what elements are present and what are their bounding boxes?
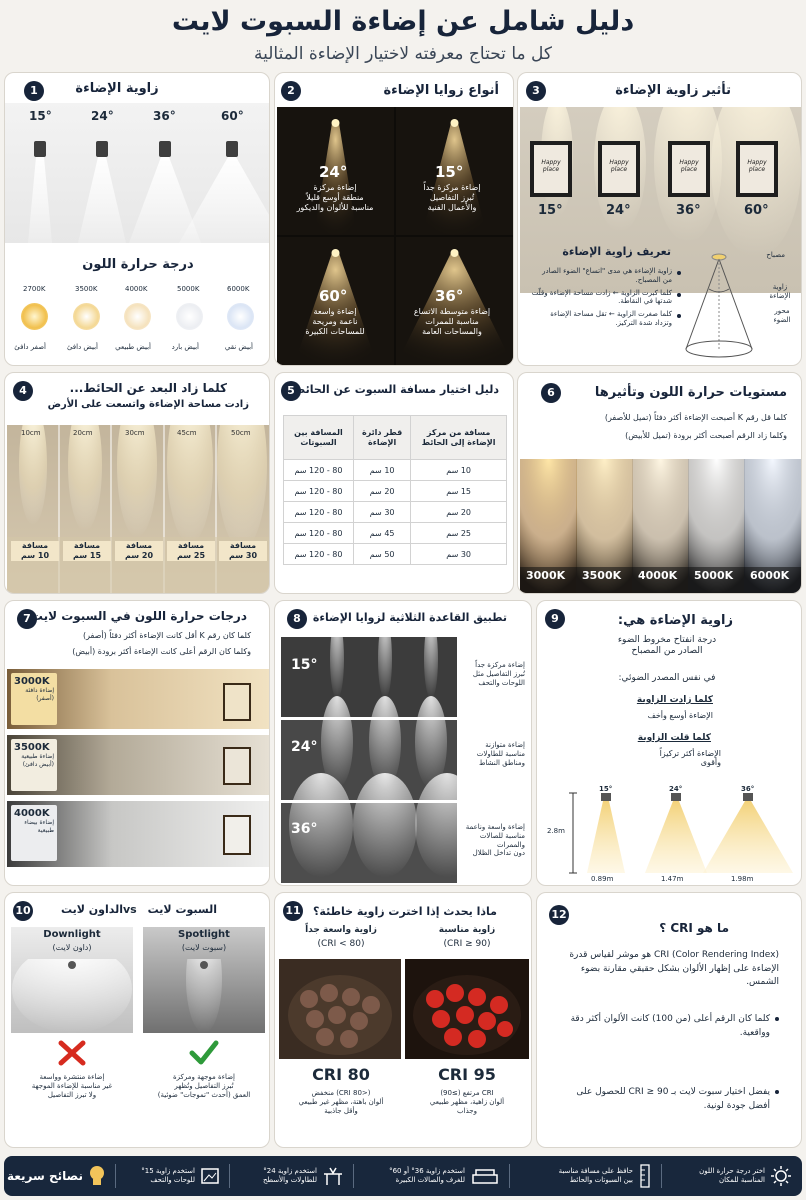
info-line: كلما كان رقم K أقل كانت الإضاءة أكثر دفئاً (أصفر) xyxy=(82,631,251,640)
panel-spot-vs-down xyxy=(4,892,270,1148)
panel-title: السبوت لايت xyxy=(147,903,217,916)
color-temp-title: درجة حرارة اللون xyxy=(82,257,194,272)
definition-list: زاوية الإضاءة هي مدى "اتساع" الضوء الصادر من المصباح. كلما كبرت الزاوية ← زادت مساحة الإضاءة وقلّت شدتها في النقاطة. كلما صغرت الزاوية ← تقل مساحة الإضاءة وتزداد شدة التركيز. xyxy=(531,267,681,328)
color-label: أبيض طبيعي xyxy=(115,343,151,351)
frame: Happy place xyxy=(598,141,640,197)
cri-bullet: كلما كان الرقم أعلى (من 100) كانت الألوان أكثر دقة وواقعية. xyxy=(559,1013,779,1040)
angle-desc: إضاءة مركزة جداً تُبرز التفاصيل والأعمال الفنية xyxy=(423,183,481,212)
page-title: دليل شامل عن إضاءة السبوت لايت xyxy=(171,6,635,37)
rule-desc: إضاءة مركزة جداً تُبرز التفاصيل مثل اللوحات والتحف xyxy=(472,661,525,687)
distance-caption: مسافة 15 سم xyxy=(63,541,111,561)
panel-distance-guide xyxy=(274,372,514,594)
frame-angle: 60° xyxy=(744,203,769,218)
spotlight-desc: إضاءة موجهة ومركزة تُبرز التفاصيل وتُظهر العمق (أحدث "تموجات" ضوئية) xyxy=(157,1073,251,1099)
distance-label: 10cm xyxy=(21,429,41,437)
distance-label: 50cm xyxy=(231,429,251,437)
vs-label: vs xyxy=(123,903,137,916)
panel-angle-types xyxy=(274,72,514,366)
frame: Happy place xyxy=(668,141,710,197)
check-icon xyxy=(189,1039,219,1067)
bad-col-sub: (CRI < 80) xyxy=(317,939,365,949)
k-badge: 4000K إضاءة بيضاء طبيعية xyxy=(11,805,57,861)
cri-bullet: يفضل اختيار سبوت لايت بـ CRI ≥ 90 للحصول على أفضل جودة لونية. xyxy=(559,1086,779,1113)
tip-text: اختر درجة حرارة اللون المناسبة للمكان xyxy=(699,1167,765,1184)
table-header: قطر دائرة الإضاءة xyxy=(353,416,410,460)
kelvin-label: 6000K xyxy=(750,569,790,582)
angle-badge: 36° xyxy=(435,287,464,305)
picture-icon xyxy=(200,1166,220,1186)
kelvin-label: 5000K xyxy=(694,569,734,582)
rule-desc: إضاءة واسعة وناعمة مناسبة للصالات والممرات دون تداخل الظلال xyxy=(465,823,525,858)
spotlight-label-ar: (سبوت لايت) xyxy=(181,943,227,952)
distance-caption: مسافة 25 سم xyxy=(167,541,215,561)
height-label: 2.8m xyxy=(547,827,565,835)
kelvin-label: 2700K xyxy=(23,285,46,293)
panel-number: 9 xyxy=(545,609,565,629)
panel-title: زاوية الإضاءة xyxy=(75,81,159,96)
definition: درجة انفتاح مخروط الضوء الصادر من المصباح xyxy=(617,635,717,657)
sub-heading: في نفس المصدر الضوئي: xyxy=(618,673,716,683)
spotlight-label: Spotlight xyxy=(178,929,230,940)
angle-label: زاوية الإضاءة xyxy=(769,283,791,300)
table-row: 15 سم 20 سم 80 - 120 سم xyxy=(284,481,507,502)
width-label: 1.98m xyxy=(731,875,754,883)
angle-badge: 24° xyxy=(319,163,348,181)
x-icon xyxy=(57,1039,87,1067)
angle-badge: 15° xyxy=(435,163,464,181)
lamp-label: مصباح xyxy=(766,251,785,259)
kelvin-label: 4000K xyxy=(638,569,678,582)
panel-wall-distance xyxy=(4,372,270,594)
portrait-frame xyxy=(223,747,251,785)
kelvin-label: 6000K xyxy=(227,285,250,293)
tip-item xyxy=(559,1156,652,1196)
frame-angle: 15° xyxy=(538,203,563,218)
table-header: مسافة من مركز الإضاءة إلى الحائط xyxy=(411,416,507,460)
downlight-label-ar: (داون لايت) xyxy=(52,943,92,952)
table-header: المسافة بين السبوتات xyxy=(284,416,354,460)
panel-number: 6 xyxy=(541,383,561,403)
frame: Happy place xyxy=(736,141,778,197)
panel-number: 12 xyxy=(549,905,569,925)
table-row: 10 سم 10 سم 80 - 120 سم xyxy=(284,460,507,481)
angle-label: 36° xyxy=(153,109,176,123)
spot-15 xyxy=(34,141,46,157)
kelvin-label: 4000K xyxy=(125,285,148,293)
panel-title: ما هو CRI ؟ xyxy=(659,921,729,935)
definition-title: تعريف زاوية الإضاءة xyxy=(562,245,671,258)
compare-lights xyxy=(11,959,265,1033)
panel-number: 8 xyxy=(287,609,307,629)
tip-text: استخدم زاوية 15° للوحات والتحف xyxy=(141,1167,195,1184)
frame-angle: 36° xyxy=(676,203,701,218)
kelvin-label: 5000K xyxy=(177,285,200,293)
distance-label: 45cm xyxy=(177,429,197,437)
panel-number: 3 xyxy=(526,81,546,101)
panel-title: كلما زاد البعد عن الحائط... xyxy=(69,381,227,395)
spot-60 xyxy=(226,141,238,157)
panel-title: مستويات حرارة اللون وتأثيرها xyxy=(594,385,787,400)
angle-label: 24° xyxy=(91,109,114,123)
panel-title: ماذا يحدث إذا اخترت زاوية خاطئة؟ xyxy=(313,905,497,918)
swatch-3500k xyxy=(73,303,100,330)
spot-24 xyxy=(96,141,108,157)
panel-title-b: الداون لايت xyxy=(61,903,124,916)
triple-rule-illustration xyxy=(281,637,457,883)
panel-number: 2 xyxy=(281,81,301,101)
tip-item xyxy=(141,1156,220,1196)
rule-b: كلما قلت الزاوية xyxy=(637,733,711,743)
swatch-2700k xyxy=(21,303,48,330)
kelvin-label: 3500K xyxy=(582,569,622,582)
color-label: أصفر دافئ xyxy=(14,343,46,351)
color-label: أبيض نقي xyxy=(224,343,253,351)
angle-desc: إضاءة واسعة ناعمة ومريحة للمساحات الكبيرة xyxy=(305,307,365,336)
panel-angle-effect xyxy=(517,72,802,366)
panel-color-temp-spot xyxy=(4,600,270,886)
rule-a-result: الإضاءة أوسع وأخف xyxy=(647,711,713,720)
angle-label: 24° xyxy=(669,785,683,793)
tip-text: استخدم زاوية 24° للطاولات والأسطح xyxy=(263,1167,317,1184)
panel-number: 11 xyxy=(283,901,303,921)
cri-good: CRI 95 xyxy=(438,1065,496,1084)
panel-number: 7 xyxy=(17,609,37,629)
panel-cri xyxy=(536,892,802,1148)
rule-a: كلما زادت الزاوية xyxy=(636,695,713,705)
page-subtitle: كل ما تحتاج معرفته لاختيار الإضاءة المثالية xyxy=(254,44,552,64)
portrait-frame xyxy=(223,815,251,855)
tip-text: حافظ على مسافة مناسبة بين السبوتات والحائط xyxy=(558,1167,633,1184)
panel-triple-rule xyxy=(274,600,532,886)
distance-label: 30cm xyxy=(125,429,145,437)
ruler-icon xyxy=(638,1164,652,1188)
angle-badge: 15° xyxy=(291,657,318,673)
panel-number: 1 xyxy=(24,81,44,101)
spot-36 xyxy=(159,141,171,157)
panel-title: أنواع زوايا الإضاءة xyxy=(383,83,499,98)
panel-subtitle: زادت مساحة الإضاءة واتسعت على الأرض xyxy=(47,399,249,410)
rule-desc: إضاءة متوازنة مناسبة للطاولات ومناطق النشاط xyxy=(476,741,525,767)
bulb-icon xyxy=(88,1164,106,1188)
cri-definition: CRI (Color Rendering Index) هو موشر لقياس قدرة الإضاءة على إظهار الألوان بشكل حقيقي مقارنة بضوء الشمس. xyxy=(569,950,779,987)
beam-angle-illustration xyxy=(5,103,270,243)
swatch-4000k xyxy=(124,303,151,330)
swatch-5000k xyxy=(176,303,203,330)
downlight-desc: إضاءة منتشرة وواسعة غير مناسبة للإضاءة الموجهة ولا تبرز التفاصيل xyxy=(31,1073,113,1099)
info-line: وكلما زاد الرقم أصبحت أكثر برودة (تميل للأبيض) xyxy=(625,431,787,440)
tip-item xyxy=(389,1156,500,1196)
good-col-sub: (CRI ≥ 90) xyxy=(443,939,491,949)
sun-icon xyxy=(770,1165,792,1187)
panel-title: زاوية الإضاءة هي: xyxy=(617,613,733,628)
rule-b-result: الإضاءة أكثر تركيزاً وأقوى xyxy=(659,749,721,767)
bad-col-title: زاوية واسعة جداً xyxy=(305,925,377,935)
angle-badge: 36° xyxy=(291,821,318,837)
tip-item xyxy=(699,1156,792,1196)
tip-item xyxy=(263,1156,344,1196)
panel-wrong-angle xyxy=(274,892,532,1148)
bad-desc: (<80 CRI) منخفض ألوان باهتة، مظهر غير طبيعي وأقل جاذبية xyxy=(298,1089,384,1115)
angle-badge: 60° xyxy=(319,287,348,305)
k-badge: 3000K إضاءة دافئة (أصفر) xyxy=(11,673,57,725)
color-label: أبيض بارد xyxy=(171,343,199,351)
good-desc: CRI مرتفع (≥90) ألوان زاهية، مظهر طبيعي وجذاب xyxy=(429,1089,505,1115)
cri-bad: CRI 80 xyxy=(312,1065,370,1084)
width-label: 0.89m xyxy=(591,875,614,883)
angle-desc: إضاءة متوسطة الاتساع مناسبة للممرات والمساحات العامة xyxy=(413,307,491,336)
panel-number: 4 xyxy=(13,381,33,401)
panel-angle-definition xyxy=(536,600,802,886)
panel-number: 5 xyxy=(281,381,301,401)
angle-label: 15° xyxy=(599,785,613,793)
angle-label: 15° xyxy=(29,109,52,123)
tip-text: استخدم زاوية 36° أو 60° للغرف والصالات الكبيرة xyxy=(389,1167,465,1184)
axis-label: محور الضوء xyxy=(773,307,791,324)
angle-desc: إضاءة مركزة منطقة أوسع قليلاً مناسبة للألوان والديكور xyxy=(296,183,374,212)
angle-badge: 24° xyxy=(291,739,318,755)
kelvin-label: 3500K xyxy=(75,285,98,293)
distance-caption: مسافة 20 سم xyxy=(115,541,163,561)
table-row: 30 سم 50 سم 80 - 120 سم xyxy=(284,544,507,565)
tips-title: نصائح سريعة xyxy=(7,1156,106,1196)
color-label: أبيض دافئ xyxy=(66,343,98,351)
sofa-icon xyxy=(470,1166,500,1186)
panel-number: 10 xyxy=(13,901,33,921)
info-line: كلما قل رقم K أصبحت الإضاءة أكثر دفئاً (تميل للأصفر) xyxy=(604,413,787,422)
distance-caption: مسافة 30 سم xyxy=(219,541,267,561)
panel-beam-angle xyxy=(4,72,270,366)
distance-label: 20cm xyxy=(73,429,93,437)
angle-width-diagram xyxy=(567,787,797,881)
frame-angle: 24° xyxy=(606,203,631,218)
panel-title: دليل اختيار مسافة السبوت عن الحائط xyxy=(293,383,499,396)
portrait-frame xyxy=(223,683,251,721)
swatch-6000k xyxy=(227,303,254,330)
table-row: 25 سم 45 سم 80 - 120 سم xyxy=(284,523,507,544)
frame: Happy place xyxy=(530,141,572,197)
panel-title: درجات حرارة اللون في السبوت لايت xyxy=(30,609,247,623)
distance-table xyxy=(283,415,507,565)
angle-label: 60° xyxy=(221,109,244,123)
width-label: 1.47m xyxy=(661,875,684,883)
table-row: 20 سم 30 سم 80 - 120 سم xyxy=(284,502,507,523)
panel-title: تطبيق القاعدة الثلاثية لزوايا الإضاءة xyxy=(312,611,507,624)
k-badge: 3500K إضاءة طبيعية (أبيض دافئ) xyxy=(11,739,57,791)
distance-caption: مسافة 10 سم xyxy=(11,541,59,561)
good-col-title: زاوية مناسبة xyxy=(438,925,496,935)
angle-label: 36° xyxy=(741,785,755,793)
quick-tips-bar xyxy=(4,1156,802,1196)
info-line: وكلما كان الرقم أعلى كانت الإضاءة أكثر برودة (أبيض) xyxy=(72,647,251,656)
kelvin-label: 3000K xyxy=(526,569,566,582)
strawberry-compare xyxy=(279,959,529,1059)
table-icon xyxy=(322,1166,344,1186)
panel-title: تأثير زاوية الإضاءة xyxy=(615,83,731,98)
panel-color-levels xyxy=(517,372,802,594)
distance-illustration xyxy=(7,425,269,593)
downlight-label: Downlight xyxy=(43,929,101,940)
